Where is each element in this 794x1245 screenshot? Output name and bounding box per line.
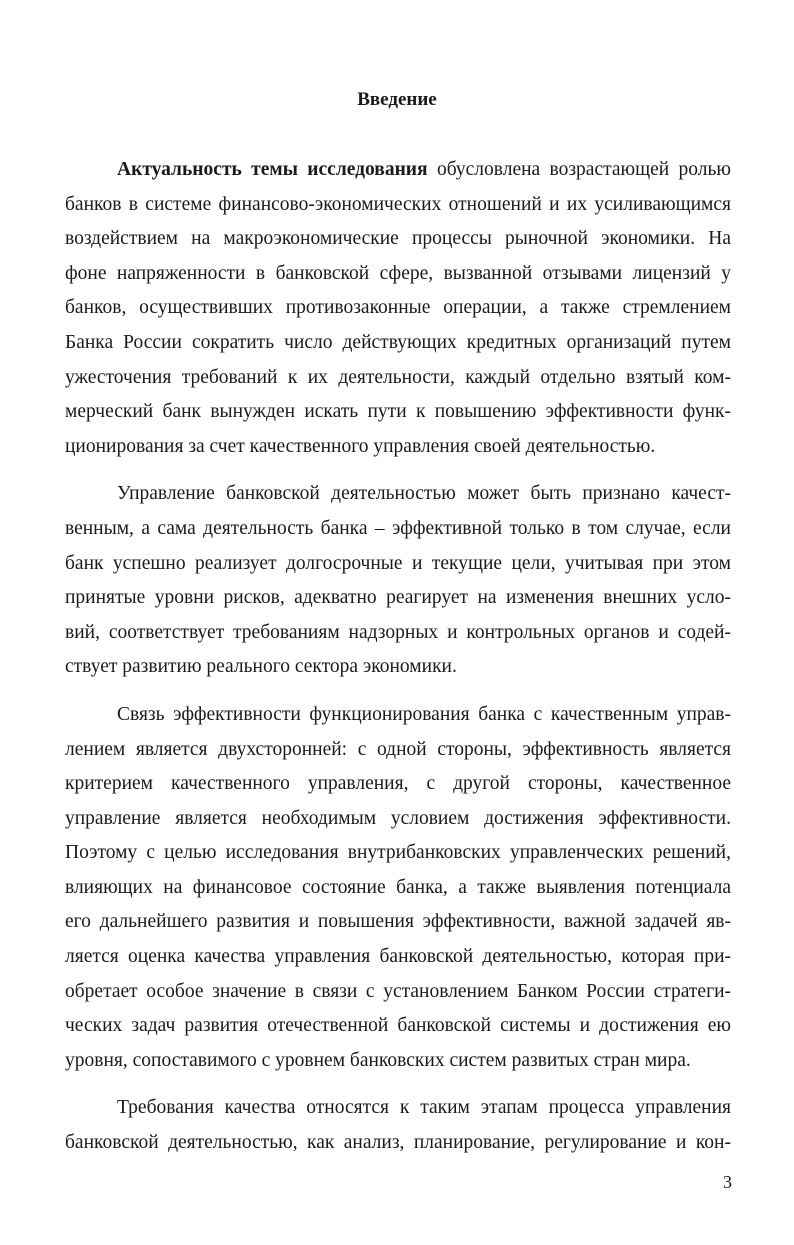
paragraph-line: венным, а сама деятельность банка – эффективной только в том случае, если <box>65 517 731 539</box>
page-title: Введение <box>357 89 437 110</box>
paragraph-line: влияющих на финансовое состояние банка, а также выявления потенциала <box>65 876 731 898</box>
paragraph-line: воздействием на макроэкономические процессы рыночной экономики. На <box>65 228 731 250</box>
paragraph-2 <box>65 477 731 685</box>
paragraph-line: Поэтому с целью исследования внутрибанковских управленческих решений, <box>65 842 731 864</box>
paragraph-line: банков в системе финансово-экономических отношений и их усиливающимся <box>65 193 731 215</box>
paragraph-line: Требования качества относятся к таким этапам процесса управления <box>117 1097 731 1119</box>
paragraph-line: ционирования за счет качественного управления своей деятельностью. <box>65 435 656 457</box>
paragraph-line: уровня, сопоставимого с уровнем банковских систем развитых стран мира. <box>65 1049 691 1071</box>
paragraph-line: Банка России сократить число действующих кредитных организаций путем <box>65 331 731 353</box>
paragraph-line: ляется оценка качества управления банковской деятельностью, которая при- <box>65 946 731 968</box>
page-number: 3 <box>723 1172 732 1192</box>
paragraph-line: критерием качественного управления, с другой стороны, качественное <box>65 773 731 795</box>
paragraph-line: ческих задач развития отечественной банковской системы и достижения ею <box>65 1015 731 1037</box>
paragraph-line: Связь эффективности функционирования банка с качественным управ- <box>117 703 731 725</box>
paragraph-line: ствует развитию реального сектора экономики. <box>65 656 457 678</box>
body-text <box>65 153 731 1161</box>
paragraph-3 <box>65 698 731 1079</box>
bold-lead: Актуальность темы исследования <box>117 159 428 180</box>
paragraph-line: Актуальность темы исследования обусловлена возрастающей ролью <box>117 159 731 180</box>
paragraph-line: лением является двухсторонней: с одной стороны, эффективность является <box>65 738 731 760</box>
paragraph-line: управление является необходимым условием достижения эффективности. <box>65 807 731 829</box>
paragraph-line: вий, соответствует требованиям надзорных и контрольных органов и содей- <box>65 621 731 643</box>
paragraph-line: фоне напряженности в банковской сфере, вызванной отзывами лицензий у <box>65 262 731 284</box>
paragraph-line: банк успешно реализует долгосрочные и текущие цели, учитывая при этом <box>65 552 731 574</box>
paragraph-line: мерческий банк вынужден искать пути к повышению эффективности функ- <box>65 401 731 423</box>
paragraph-line: Управление банковской деятельностью может быть признано качест- <box>117 483 731 505</box>
paragraph-line: его дальнейшего развития и повышения эффективности, важной задачей яв- <box>65 911 731 933</box>
paragraph-4 <box>65 1091 731 1160</box>
paragraph-line: обретает особое значение в связи с установлением Банком России стратеги- <box>65 980 731 1002</box>
paragraph-line: принятые уровни рисков, адекватно реагирует на изменения внешних усло- <box>65 587 731 609</box>
paragraph-line: банковской деятельностью, как анализ, планирование, регулирование и кон- <box>65 1132 731 1154</box>
paragraph-line: банков, осуществивших противозаконные операции, а также стремлением <box>65 297 731 319</box>
paragraph-line: ужесточения требований к их деятельности, каждый отдельно взятый ком- <box>65 366 731 388</box>
paragraph-1 <box>65 153 731 464</box>
